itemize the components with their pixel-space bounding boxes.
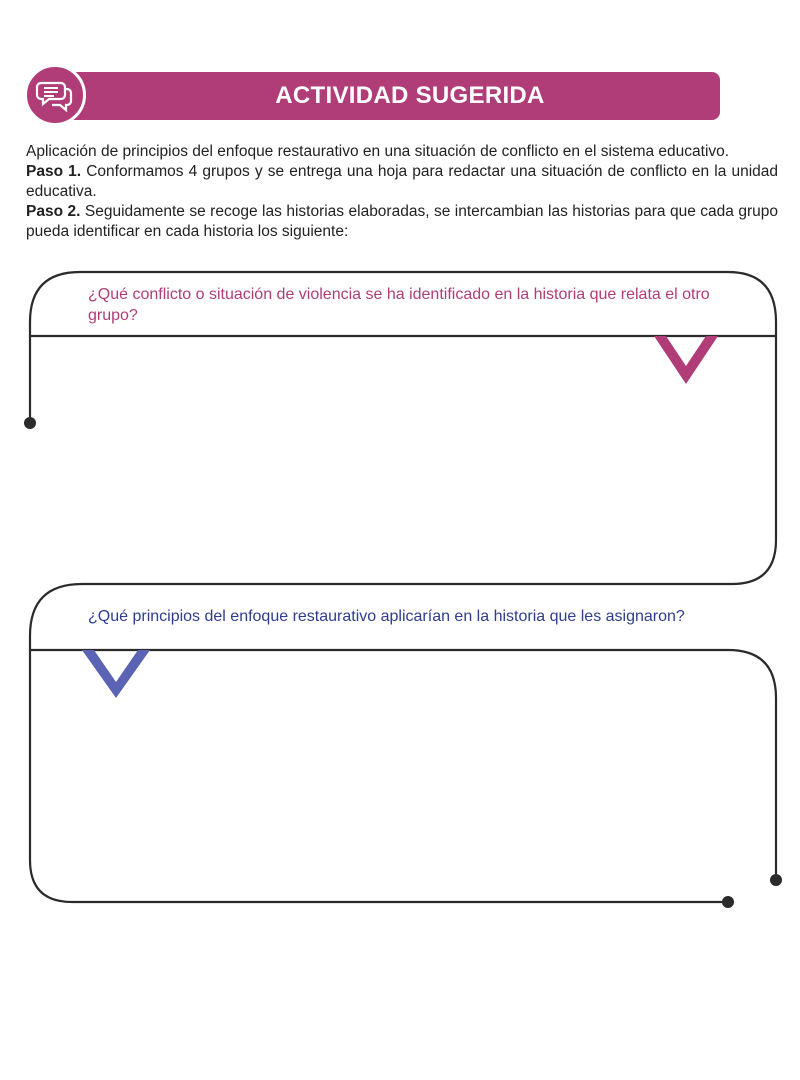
question-2: ¿Qué principios del enfoque restaurativo aplicarían en la historia que les asignaron? — [88, 608, 685, 625]
step-1-label: Paso 1. — [26, 163, 82, 180]
question-1: ¿Qué conflicto o situación de violencia se ha identificado en la historia que relata el otro grupo? — [88, 286, 710, 324]
frame-1-end-dot — [24, 417, 36, 429]
step-1-text: Conformamos 4 grupos y se entrega una hoja para redactar una situación de conflicto en la unidad educativa. — [26, 163, 779, 200]
activity-description: Aplicación de principios del enfoque restaurativo en una situación de conflicto en el sistema educativo. — [26, 143, 730, 160]
frame-2-right-end-dot — [770, 874, 782, 886]
answer-area-1[interactable] — [40, 350, 760, 570]
step-2-label: Paso 2. — [26, 203, 81, 220]
step-2-text: Seguidamente se recoge las historias elaboradas, se intercambian las historias para que cada grupo pueda identificar en cada historia los siguiente: — [26, 203, 779, 240]
activity-title: ACTIVIDAD SUGERIDA — [275, 82, 545, 109]
answer-area-2[interactable] — [40, 670, 760, 890]
frame-2-bottom-end-dot — [722, 896, 734, 908]
